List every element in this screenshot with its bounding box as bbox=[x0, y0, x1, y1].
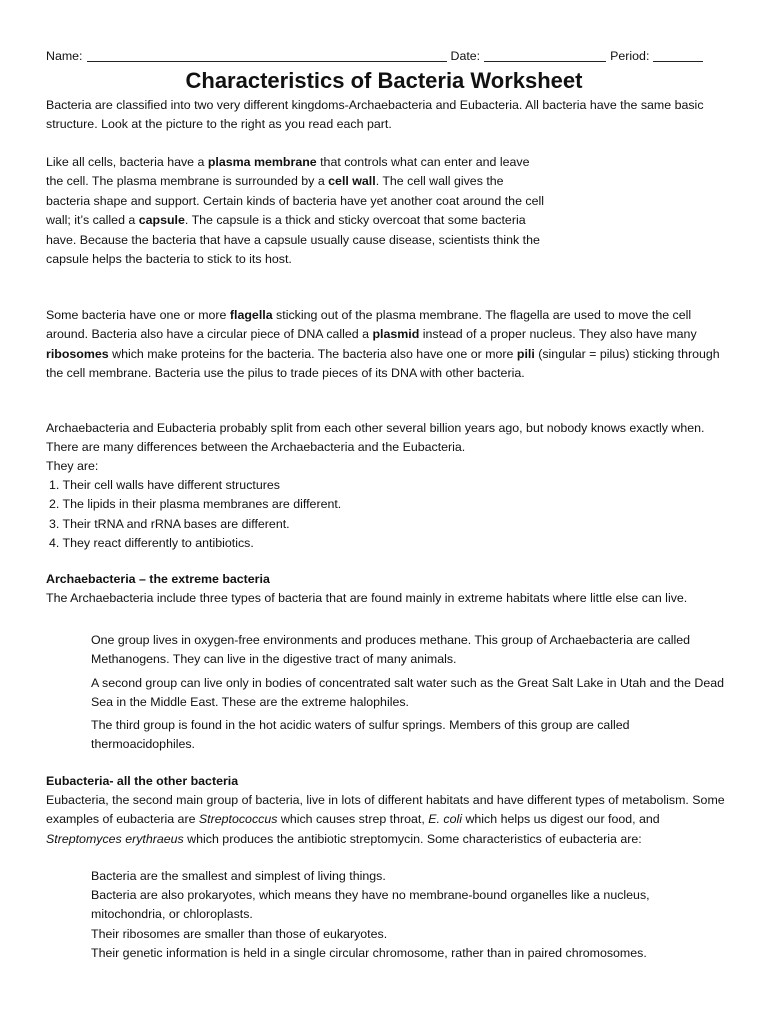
date-label: Date: bbox=[450, 49, 481, 63]
term-capsule: capsule bbox=[138, 213, 185, 228]
trait-ribosomes: Their ribosomes are smaller than those of eukaryotes. bbox=[91, 927, 388, 941]
eubacteria-intro: Eubacteria, the second main group of bacteria, live in lots of different habitats and have different types of metabolism. Some examples of eubacteria are Streptococcus which causes strep throat, E. coli which helps us digest our food, and Streptomyces erythraeus which produces the antibiotic streptomycin. Some characteristics of eubacteria are: bbox=[46, 793, 725, 846]
list-item: 2. The lipids in their plasma membranes are different. bbox=[49, 497, 342, 512]
trait-prokaryotes: Bacteria are also prokaryotes, which means they have no membrane-bound organelles like a nucleus, mitochondria, or chloroplasts. bbox=[91, 888, 650, 922]
list-item: 1. Their cell walls have different structures bbox=[49, 478, 280, 492]
differences-list bbox=[46, 476, 341, 554]
archaebacteria-heading: Archaebacteria – the extreme bacteria bbox=[46, 572, 270, 586]
list-item: 4. They react differently to antibiotics. bbox=[49, 536, 254, 551]
term-flagella: flagella bbox=[229, 308, 273, 322]
thermoacidophiles-paragraph: The third group is found in the hot acidic waters of sulfur springs. Members of this group are called thermoacidophiles. bbox=[91, 718, 630, 752]
name-label: Name: bbox=[46, 49, 83, 63]
trait-smallest: Bacteria are the smallest and simplest of living things. bbox=[91, 869, 386, 883]
halophiles-paragraph: A second group can live only in bodies of concentrated salt water such as the Great Salt Lake in Utah and the Dead Sea in the Middle East. These are the extreme halophiles. bbox=[91, 676, 724, 710]
date-blank[interactable] bbox=[484, 47, 606, 62]
term-cell-wall: cell wall bbox=[328, 174, 376, 189]
flagella-paragraph: Some bacteria have one or more flagella sticking out of the plasma membrane. The flagella are used to move the cell around. Bacteria also have a circular piece of DNA called a plasmid instead of a proper nucleus. They also have many ribosomes which make proteins for the bacteria. The bacteria also have one or more pili (singular = pilus) sticking through the cell membrane. Bacteria use the pilus to trade pieces of its DNA with other bacteria. bbox=[46, 308, 720, 381]
student-info-header bbox=[46, 47, 722, 65]
species-e-coli: E. coli bbox=[428, 812, 462, 827]
trait-chromosome: Their genetic information is held in a single circular chromosome, rather than in paired chromosomes. bbox=[91, 946, 647, 960]
name-blank[interactable] bbox=[87, 47, 447, 62]
list-item: 3. Their tRNA and rRNA bases are different. bbox=[49, 516, 290, 531]
term-plasma-membrane: plasma membrane bbox=[207, 155, 317, 169]
period-blank[interactable] bbox=[653, 47, 703, 62]
species-streptococcus: Streptococcus bbox=[198, 812, 278, 827]
they-are-label: They are: bbox=[46, 459, 99, 473]
species-streptomyces: Streptomyces erythraeus bbox=[46, 831, 184, 846]
differences-paragraph: Archaebacteria and Eubacteria probably split from each other several billion years ago, but nobody knows exactly when. There are many differences between the Archaebacteria and the Eubacteria. bbox=[46, 421, 705, 455]
methanogens-paragraph: One group lives in oxygen-free environments and produces methane. This group of Archaebacteria are called Methanogens. They can live in the digestive tract of many animals. bbox=[91, 633, 691, 667]
term-plasmid: plasmid bbox=[372, 327, 420, 342]
term-pili: pili bbox=[516, 346, 535, 361]
period-label: Period: bbox=[610, 49, 650, 63]
term-ribosomes: ribosomes bbox=[46, 346, 109, 361]
structure-paragraph: Like all cells, bacteria have a plasma membrane that controls what can enter and leave the cell. The plasma membrane is surrounded by a cell wall. The cell wall gives the bacteria shape and support. Certain kinds of bacteria have yet another coat around the cell wall; it’s called a capsule. The capsule is a thick and sticky overcoat that some bacteria have. Because the bacteria that have a capsule usually cause disease, scientists think the capsule helps the bacteria to stick to its host. bbox=[46, 155, 545, 267]
intro-paragraph: Bacteria are classified into two very different kingdoms-Archaebacteria and Eubacteria. All bacteria have the same basic structure. Look at the picture to the right as you read each part. bbox=[46, 98, 704, 132]
page-title: Characteristics of Bacteria Worksheet bbox=[185, 68, 583, 93]
archaebacteria-intro: The Archaebacteria include three types of bacteria that are found mainly in extreme habitats where little else can live. bbox=[46, 591, 688, 605]
eubacteria-heading: Eubacteria- all the other bacteria bbox=[46, 774, 239, 788]
